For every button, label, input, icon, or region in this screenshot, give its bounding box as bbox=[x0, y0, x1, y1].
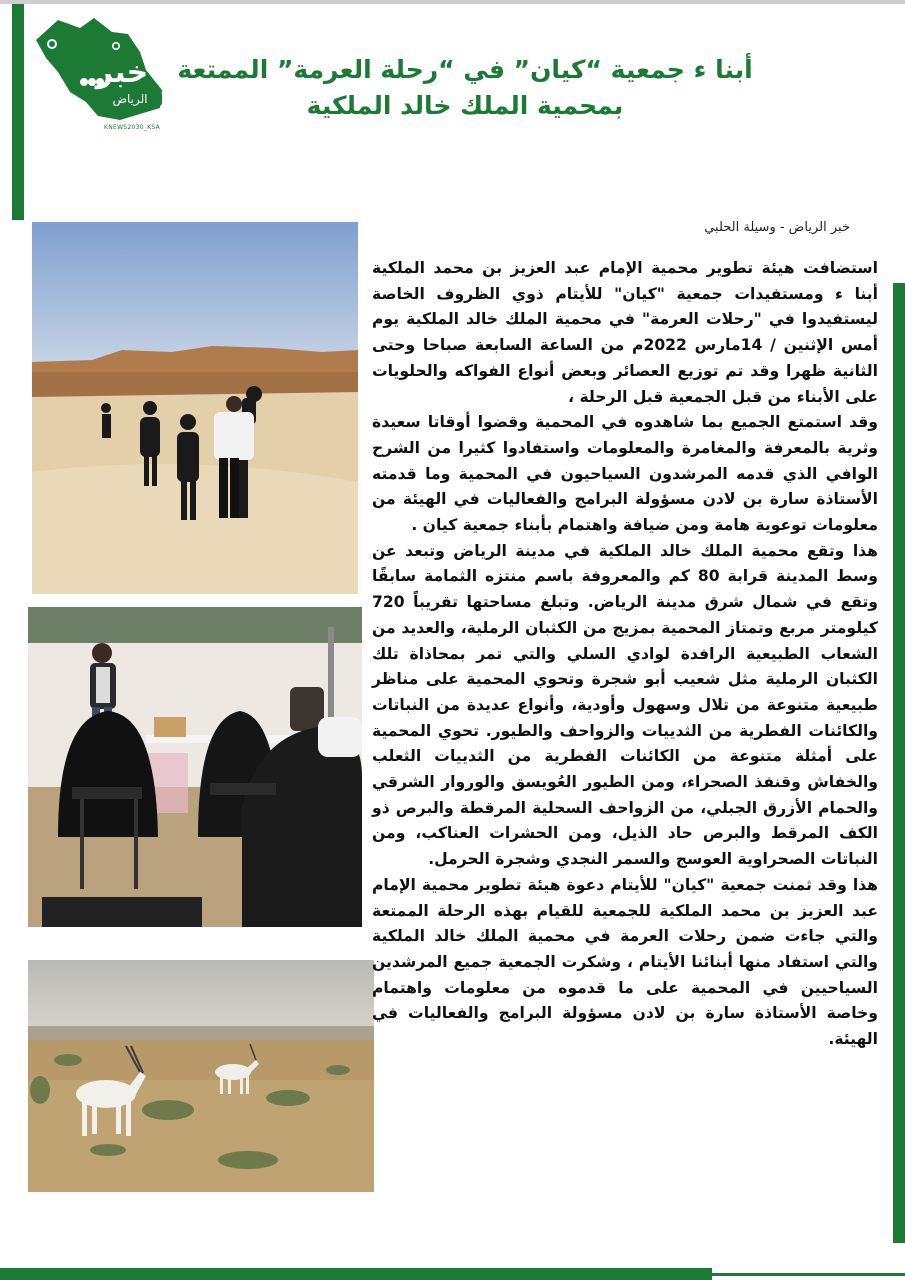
headline-line-2: بمحمية الملك خالد الملكية bbox=[306, 91, 624, 120]
bottom-accent-line bbox=[712, 1273, 905, 1276]
article-paragraph-4: هذا وقد ثمنت جمعية "كيان" للأيتام دعوة هيئة تطوير محمية الإمام عبد العزيز بن محمد الملكية للجمعية للقيام بهذه الرحلة الممتعة والتي جاءت ضمن رحلات العرمة في محمية الملك خالد الملكية والتي استفاد منها أبنائنا الأيتام ، وشكرت الجمعية جميع المرشدين السياحيين في المحمية على ما قدموه من معلومات واهتمام وخاصة الأستاذة سارة بن لادن مسؤولة البرامج والفعاليات في الهيئة. bbox=[372, 875, 878, 1049]
khabar-riyadh-logo bbox=[28, 12, 168, 130]
headline-line-1: أبنا ء جمعية “كيان” في “رحلة العرمة” الممتعة bbox=[177, 55, 753, 84]
logo-tagline: KNEWS2030_KSA bbox=[103, 124, 161, 131]
tent-session-photo bbox=[28, 607, 362, 927]
oryx-photo bbox=[28, 960, 374, 1192]
logo-big-text: خبر bbox=[95, 55, 149, 90]
hikers-photo bbox=[32, 222, 358, 594]
right-accent-bar bbox=[893, 283, 905, 1243]
article-body bbox=[372, 256, 878, 1053]
bottom-accent-bar bbox=[0, 1268, 712, 1280]
article-paragraph-2: وقد استمتع الجميع بما شاهدوه في المحمية وقضوا أوقاتا سعيدة وثرية بالمعرفة والمغامرة والمعلومات واستفادوا كثيرا من الشرح الوافي الذي قدمه المرشدون السياحيون في المحمية وما قدمته الأستاذة سارة بن لادن مسؤولة البرامج والفعاليات في الهيئة من معلومات توعوية هامة ومن ضيافة واهتمام بأبناء جمعية كيان . bbox=[372, 413, 878, 535]
logo-small-text: الرياض bbox=[98, 92, 162, 106]
headline bbox=[170, 52, 760, 124]
byline: خبر الرياض - وسيلة الحلبي bbox=[704, 220, 850, 235]
article-paragraph-3: هذا وتقع محمية الملك خالد الملكية في مدينة الرياض وتبعد عن وسط المدينة قرابة 80 كم والمعروفة باسم منتزه الثمامة سابقًا وتقع في شمال شرق مدينة الرياض. وتبلغ مساحتها تقريباً 720 كيلومتر مربع وتمتاز المحمية بمزيج من الكثبان الرملية، والعديد من الشعاب الطبيعية الرافدة لوادي السلي والتي تمر بمحاذاة تلك الكثبان الرملية مثل شعيب أبو شجرة وتحوي المحمية على مناظر طبيعية متنوعة من تلال وسهول وأودية، وأنواع عديدة من النباتات والكائنات الفطرية من الثدييات والزواحف والطيور. تحوي المحمية على أمثلة متنوعة من الكائنات الفطرية من الثدييات الثعلب والخفاش وقنفذ الصحراء، ومن الطيور العُويسق والوروار الشرقي والحمام الأزرق الجبلي، من الزواحف السحلية المرقطة والبرص ذو الكف المرقط والبرص حاد الذيل، ومن الحشرات العناكب، ومن النباتات الصحراوية العوسج والسمر النجدي وشجرة الحرمل. bbox=[372, 541, 879, 869]
top-rule bbox=[0, 0, 905, 4]
article-paragraph-1: استضافت هيئة تطوير محمية الإمام عبد العزيز بن محمد الملكية أبنا ء ومستفيدات جمعية "كيان" للأيتام ذوي الظروف الخاصة ليستفيدوا في "رحلات العرمة" في محمية الملك خالد الملكية يوم أمس الإثنين / 14مارس 2022م من الساعة السابعة صباحا وحتى الثانية ظهرا وقد تم توزيع العصائر وبعض أنواع الفواكه والحلويات على الأبناء من قبل الجمعية قبل الرحلة ، bbox=[372, 259, 878, 406]
left-accent-bar bbox=[12, 4, 24, 220]
